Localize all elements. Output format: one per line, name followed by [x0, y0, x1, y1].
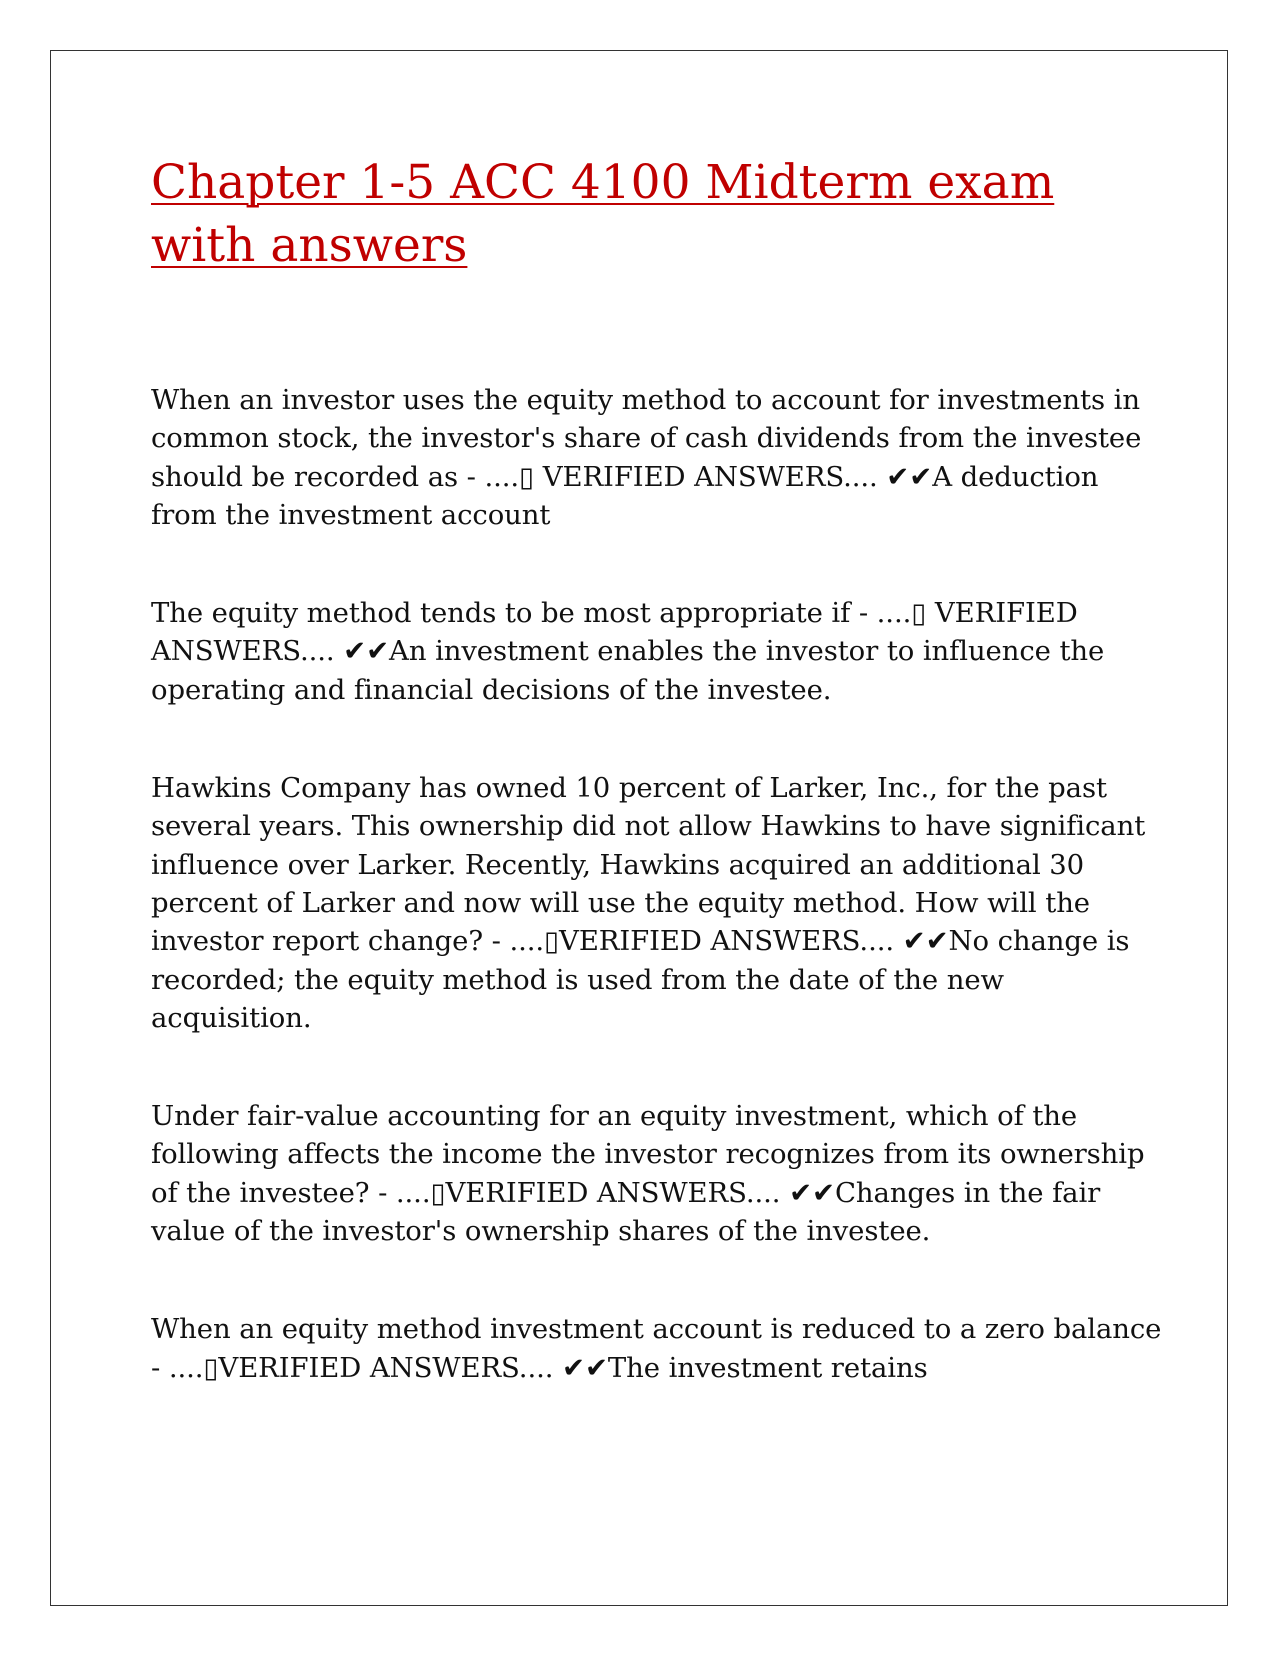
- document-page: [50, 50, 1228, 1606]
- question-list: [151, 381, 1171, 1447]
- document-title: Chapter 1-5 ACC 4100 Midterm exam with answers: [151, 155, 1055, 273]
- question-answer-4: Under fair-value accounting for an equity investment, which of the following affects the income the investor recognizes from its ownership of the investee? - ....▯VERIFIED ANSWERS.... ✔✔Changes in the fair value of the investor's ownership shares of the investee.: [151, 1100, 1145, 1248]
- question-answer-5: When an equity method investment account is reduced to a zero balance - ....▯VERIFIED ANSWERS.... ✔✔The investment retains: [151, 1313, 1162, 1384]
- question-answer-1: When an investor uses the equity method to account for investments in common stock, the investor's share of cash dividends from the investee should be recorded as - ....▯ VERIFIED ANSWERS.... ✔✔A deduction from the investment account: [151, 384, 1142, 531]
- question-answer-2: The equity method tends to be most appropriate if - ....▯ VERIFIED ANSWERS.... ✔✔An investment enables the investor to influence the operating and financial decisions of the investee.: [151, 597, 1105, 706]
- question-answer-3: Hawkins Company has owned 10 percent of Larker, Inc., for the past several years. This ownership did not allow Hawkins to have significant influence over Larker. Recently, Hawkins acquired an additional 30 percent of Larker and now will use the equity method. How will the investor report change? - ....▯VERIFIED ANSWERS.... ✔✔No change is recorded; the equity method is used from the date of the new acquisition.: [151, 772, 1146, 1034]
